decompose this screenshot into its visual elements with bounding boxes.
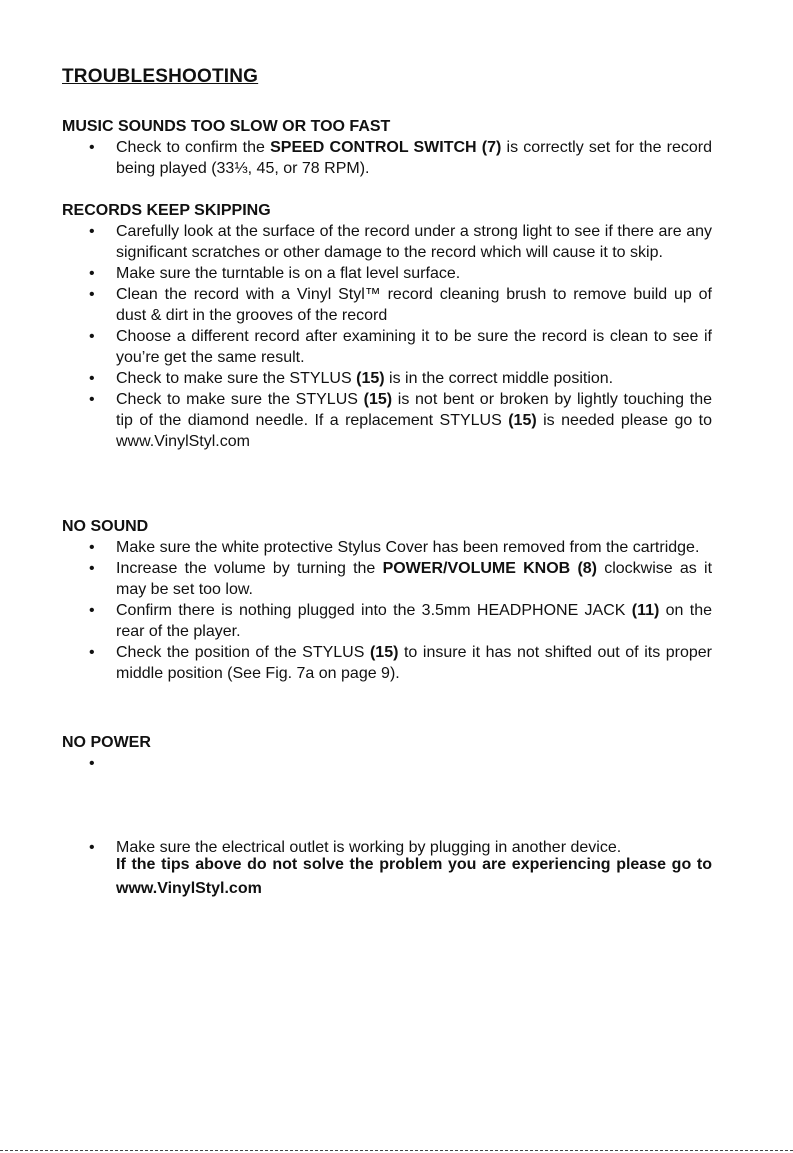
section-no-power (62, 732, 712, 858)
item-text: clockwise as it may be set too low. (116, 560, 713, 598)
item-text: Choose a different record after examining it to be sure the record is clean to see if you’re get the same result. (116, 328, 712, 366)
item-text: Carefully look at the surface of the record under a strong light to see if there are any significant scratches or other damage to the record which will cause it to skip. (116, 223, 712, 261)
bottom-rule (0, 1150, 793, 1151)
item-text: to insure it has not shifted out of its proper middle position (See Fig. 7a on page 9). (116, 644, 713, 682)
closing-note: If the tips above do not solve the problem you are experiencing please go to www.VinylStyl.com (116, 856, 712, 897)
item-text: Make sure the turntable is on a flat level surface. (116, 265, 461, 282)
item-bold: (15) (369, 644, 399, 661)
item-text: on the rear of the player. (116, 602, 713, 640)
list-item (62, 368, 712, 389)
item-text: Confirm there is nothing plugged into the 3.5mm HEADPHONE JACK (116, 602, 632, 619)
list-item (62, 389, 712, 452)
section-no-sound (62, 516, 712, 684)
item-text: Increase the volume by turning the (116, 560, 383, 577)
item-bold: (15) (363, 391, 393, 408)
list-item (62, 642, 712, 684)
list-item (62, 600, 712, 642)
bullet-list (62, 753, 712, 858)
item-text: Make sure the white protective Stylus Cover has been removed from the cartridge. (116, 539, 700, 556)
bullet-list (62, 137, 712, 179)
item-bold: (15) (508, 412, 537, 429)
list-item (62, 284, 712, 326)
item-text: Clean the record with a Vinyl Styl™ record cleaning brush to remove build up of dust & dirt in the grooves of the record (116, 286, 712, 324)
item-bold: (11) (631, 602, 660, 619)
section-heading: MUSIC SOUNDS TOO SLOW OR TOO FAST (62, 118, 391, 135)
item-text: Check the position of the STYLUS (116, 644, 370, 661)
item-bold: (15) (356, 370, 385, 387)
item-text: is in the correct middle position. (384, 370, 614, 387)
item-text: Check to make sure the STYLUS (116, 391, 364, 408)
item-text: Check to make sure the STYLUS (116, 370, 357, 387)
item-text: is not bent or broken by lightly touching the tip of the diamond needle. If a replacement STYLUS (116, 391, 712, 429)
bullet-list (62, 537, 712, 684)
list-item (62, 221, 712, 263)
item-bold: SPEED CONTROL SWITCH (7) (270, 139, 502, 156)
section-speed (62, 116, 712, 179)
item-text: Make sure the electrical outlet is working by plugging in another device. (116, 839, 622, 856)
section-heading: NO SOUND (62, 518, 149, 535)
item-bold: POWER/VOLUME KNOB (8) (382, 560, 597, 577)
list-item (62, 753, 712, 774)
list-item (62, 326, 712, 368)
item-text: Check to confirm the (116, 139, 271, 156)
item-text: is correctly set for the record being played (33⅓, 45, or 78 RPM). (116, 139, 713, 177)
list-item (62, 263, 712, 284)
list-item (62, 537, 712, 558)
section-heading: NO POWER (62, 734, 151, 751)
list-item (62, 137, 712, 179)
section-skipping (62, 200, 712, 452)
section-heading: RECORDS KEEP SKIPPING (62, 202, 271, 219)
page-title: TROUBLESHOOTING (62, 66, 259, 87)
bullet-list (62, 221, 712, 452)
item-text: is needed please go to www.VinylStyl.com (116, 412, 713, 450)
list-item (62, 558, 712, 600)
